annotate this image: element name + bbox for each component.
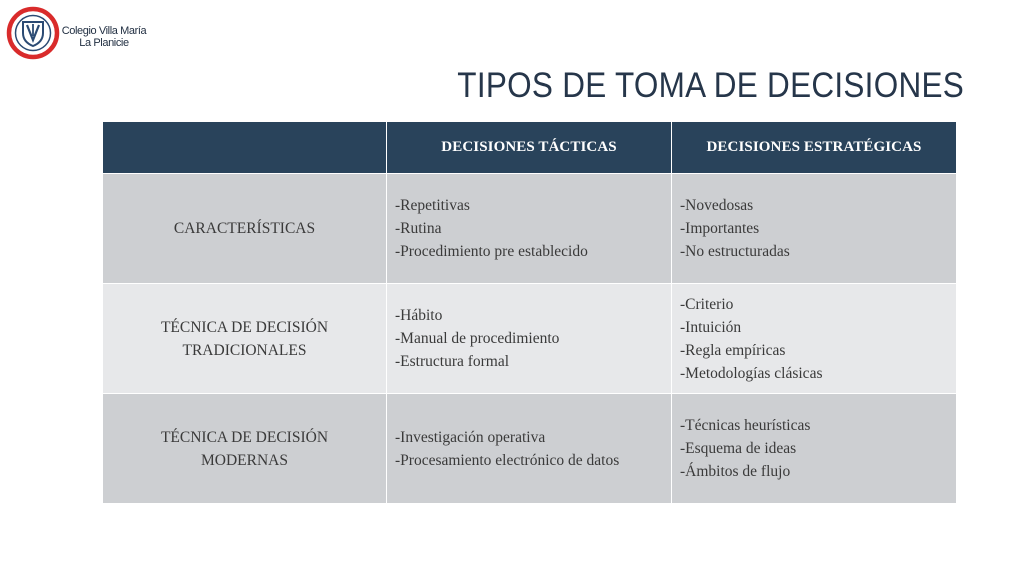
row-label-cell [103,174,387,284]
table-row [103,394,957,504]
list-item: -Técnicas heurísticas [680,417,811,434]
school-name-line2: La Planicie [79,37,129,49]
table-row [103,174,957,284]
row-label-line: MODERNAS [201,451,288,469]
school-logo-icon [6,6,60,60]
estrategicas-cell [672,174,957,284]
tacticas-cell [387,174,672,284]
row-label-line: TRADICIONALES [182,341,307,359]
row-label-line: TÉCNICA DE DECISIÓN [160,318,329,336]
school-name [60,25,148,49]
list-item: -Rutina [395,220,442,237]
row-label-cell [103,394,387,504]
table-row [103,284,957,394]
estrategicas-cell [672,284,957,394]
list-item: -Importantes [680,220,760,237]
list-item: -Esquema de ideas [680,440,797,457]
header-cell-estrategicas: DECISIONES ESTRATÉGICAS [672,122,957,174]
slide-title: TIPOS DE TOMA DE DECISIONES [457,66,964,105]
list-item: -Estructura formal [395,353,510,370]
table-header-row [103,122,957,174]
list-item: -Metodologías clásicas [680,364,823,382]
list-item: -Procedimiento pre establecido [395,243,588,260]
list-item: -Novedosas [680,197,754,214]
tacticas-cell [387,394,672,504]
row-label-line: TÉCNICA DE DECISIÓN [160,428,329,446]
row-label-cell [103,284,387,394]
list-item: -Criterio [680,295,734,313]
header-cell-empty [103,122,387,174]
row-label-line: CARACTERÍSTICAS [173,220,316,237]
tacticas-cell [387,284,672,394]
school-name-line1: Colegio Villa María [61,25,147,37]
list-item: -No estructuradas [680,243,790,260]
header-cell-tacticas: DECISIONES TÁCTICAS [387,122,672,174]
list-item: -Hábito [395,307,443,324]
list-item: -Intuición [680,318,742,336]
list-item: -Procesamiento electrónico de datos [395,451,620,469]
list-item: -Investigación operativa [395,428,546,446]
list-item: -Manual de procedimiento [395,330,560,347]
list-item: -Ámbitos de flujo [680,463,791,480]
list-item: -Repetitivas [395,197,470,214]
decisions-table [102,121,957,504]
estrategicas-cell [672,394,957,504]
list-item: -Regla empíricas [680,341,786,359]
